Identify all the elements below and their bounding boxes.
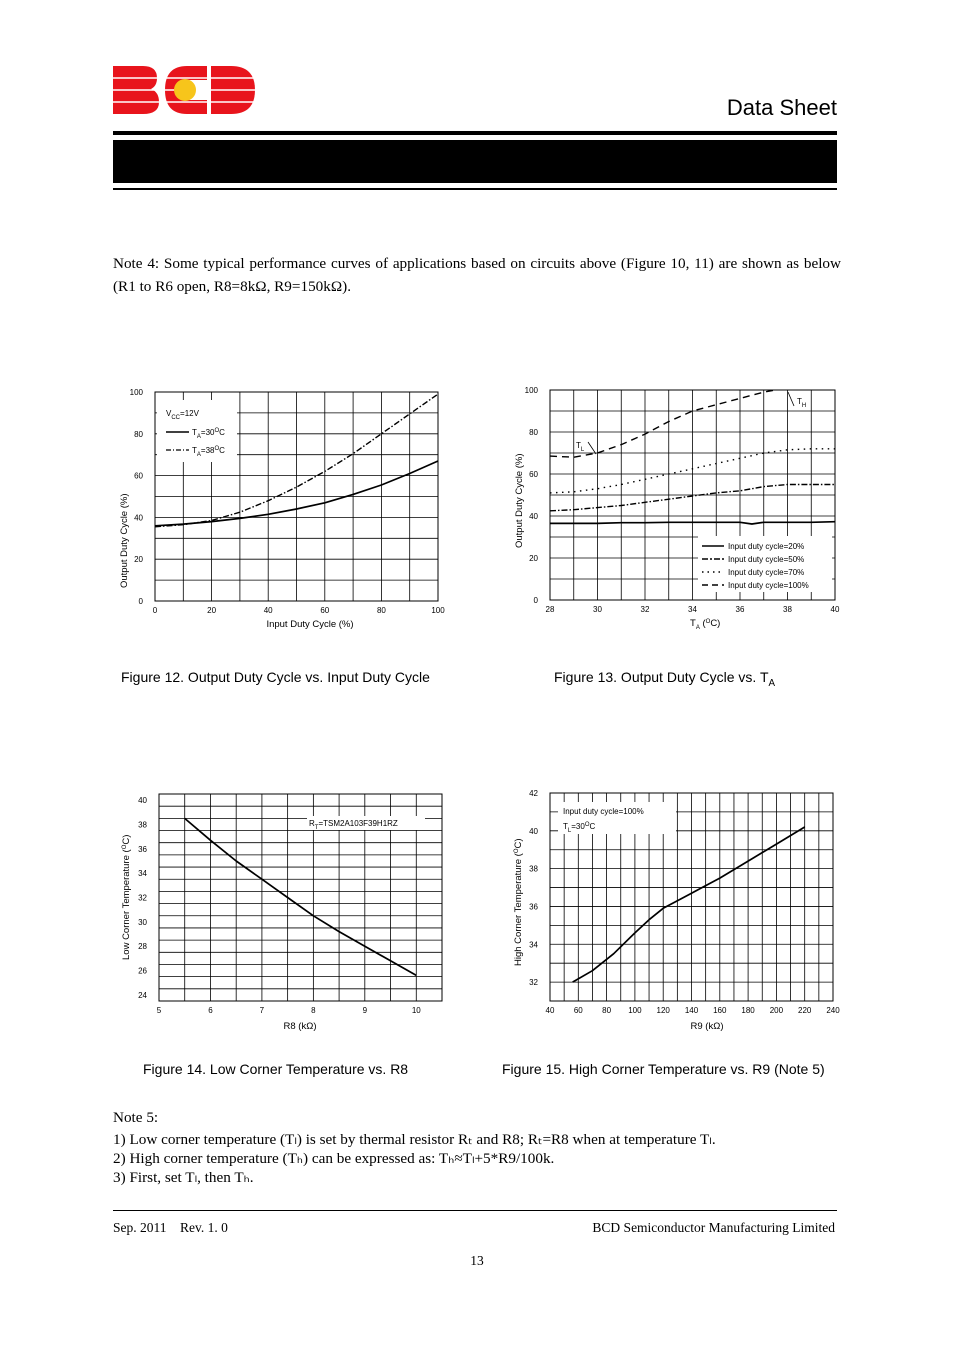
y-tick-label: 40 — [529, 512, 538, 521]
figure-13-annot-tl — [576, 441, 596, 454]
figure-13 — [510, 380, 850, 689]
y-tick-label: 100 — [524, 386, 538, 395]
figure-14 — [113, 780, 453, 1077]
y-tick-label: 0 — [138, 597, 143, 606]
footer-company: BCD Semiconductor Manufacturing Limited — [592, 1220, 835, 1235]
header-rule-lower — [113, 188, 837, 190]
y-tick-label: 26 — [138, 966, 147, 976]
figure-14-chart — [113, 780, 453, 1040]
x-tick-label: 80 — [602, 1006, 612, 1015]
y-tick-label: 32 — [529, 978, 538, 988]
y-tick-label: 0 — [533, 596, 538, 605]
figure-15 — [502, 780, 850, 1077]
x-tick-label: 0 — [152, 606, 158, 615]
figure-13-caption: Figure 13. Output Duty Cycle vs. $T_A$ — [554, 669, 776, 689]
figure-13-legend-70: Input duty cycle=70% — [728, 568, 805, 577]
figure-15-annot — [558, 802, 676, 834]
note-5-line1: 1) Low corner temperature (Tₗ) is set by thermal resistor Rₜ and R8; Rₜ=R8 when at temperature Tₗ. — [113, 1131, 716, 1148]
figure-12-chart — [113, 380, 453, 640]
figure-12-caption: Figure 12. Output Duty Cycle vs. Input Duty Cycle — [121, 669, 430, 685]
y-tick-label: 60 — [529, 470, 538, 479]
x-tick-label: 180 — [741, 1006, 755, 1015]
figure-15-caption: Figure 15. High Corner Temperature vs. R9 (Note 5) — [502, 1061, 825, 1077]
y-tick-label: 20 — [529, 554, 538, 563]
bcd-logo-graphic — [113, 66, 255, 114]
x-tick-label: 6 — [208, 1006, 213, 1015]
y-tick-label: 34 — [529, 940, 538, 950]
footer-date-rev: Sep. 2011 Rev. 1. 0 — [113, 1220, 228, 1235]
figure-13-ylabel: Output Duty Cycle (%) — [514, 453, 525, 548]
y-tick-label: 36 — [529, 902, 538, 912]
x-tick-label: 38 — [783, 605, 792, 614]
figure-15-chart — [505, 780, 850, 1040]
datasheet-title: Data Sheet — [726, 95, 837, 120]
figure-14-caption: Figure 14. Low Corner Temperature vs. R8 — [143, 1061, 409, 1077]
x-tick-label: 10 — [411, 1006, 421, 1015]
x-tick-label: 40 — [545, 1006, 555, 1015]
y-tick-label: 80 — [134, 429, 143, 439]
figure-15-ylabel: High Corner Temperature ($^O$C) — [513, 838, 524, 966]
x-tick-label: 100 — [628, 1006, 642, 1015]
header-rule — [113, 131, 837, 135]
y-tick-label: 32 — [138, 893, 147, 903]
bcd-logo — [113, 66, 255, 114]
x-tick-label: 36 — [735, 605, 745, 614]
figure-13-legend-100: Input duty cycle=100% — [728, 581, 809, 590]
note-5-line2: 2) High corner temperature (Tₕ) can be expressed as: Tₕ≈Tₗ+5*R9/100k. — [113, 1150, 555, 1167]
y-tick-label: 40 — [134, 513, 143, 523]
figure-14-xlabel: R8 (kΩ) — [283, 1021, 317, 1032]
x-tick-label: 80 — [376, 606, 386, 615]
figure-12-legend-38: $T_A=38^OC$ — [192, 446, 225, 458]
note-5 — [113, 1108, 837, 1187]
y-tick-label: 30 — [138, 917, 147, 927]
x-tick-label: 120 — [656, 1006, 670, 1015]
header-band — [113, 140, 837, 183]
figure-14-ylabel: Low Corner Temperature ($^O$C) — [121, 834, 132, 960]
y-tick-label: 34 — [138, 869, 147, 879]
y-tick-label: 42 — [529, 789, 538, 798]
series-line-0 — [185, 818, 417, 975]
y-tick-label: 80 — [529, 428, 538, 437]
x-tick-label: 34 — [688, 605, 697, 614]
y-tick-label: 24 — [138, 990, 147, 1000]
series-line-0 — [573, 827, 805, 982]
logo-yellow-dot — [174, 79, 196, 101]
figure-15-annot-line1: Input duty cycle=100% — [563, 807, 644, 816]
figure-12-legend-30: $T_A=30^OC$ — [192, 428, 225, 440]
y-tick-label: 38 — [529, 864, 538, 874]
svg-text:RT=TSM2A103F39H1RZ: $R_T=TSM2A103F39H1RZ$ — [309, 819, 398, 831]
y-tick-label: 40 — [529, 826, 538, 836]
figure-12-xlabel: Input Duty Cycle (%) — [266, 619, 354, 630]
x-tick-label: 8 — [311, 1006, 316, 1015]
y-tick-label: 38 — [138, 820, 147, 830]
figure-15-annot-line2: $T_L=30^OC$ — [563, 822, 596, 834]
y-tick-label: 28 — [138, 942, 147, 952]
figure-13-legend-20: Input duty cycle=20% — [728, 542, 805, 551]
x-tick-label: 60 — [320, 606, 330, 615]
figure-12-ylabel: Output Duty Cycle (%) — [119, 493, 130, 588]
x-tick-label: 240 — [826, 1006, 840, 1015]
x-tick-label: 5 — [156, 1006, 162, 1015]
figure-13-legend — [698, 536, 832, 592]
x-tick-label: 40 — [263, 606, 273, 615]
x-tick-label: 200 — [769, 1006, 784, 1015]
figure-12 — [113, 380, 453, 685]
note-4: Note 4: Some typical performance curves of applications based on circuits above (Figure 10, 11) are shown as below (R1 to R6 open, R8=8kΩ, R9=150kΩ). — [113, 255, 841, 295]
y-tick-label: 36 — [138, 844, 147, 854]
y-tick-label: 20 — [134, 555, 143, 565]
x-tick-label: 40 — [830, 605, 840, 614]
footer-rule — [113, 1210, 837, 1211]
page-number: 13 — [470, 1253, 484, 1268]
x-tick-label: 20 — [207, 606, 217, 615]
y-tick-label: 100 — [129, 388, 143, 397]
note-5-line3: 3) First, set Tₗ, then Tₕ. — [113, 1169, 254, 1186]
x-tick-label: 100 — [431, 606, 445, 615]
x-tick-label: 7 — [259, 1006, 265, 1015]
figure-13-legend-50: Input duty cycle=50% — [728, 555, 805, 564]
x-tick-label: 140 — [684, 1006, 699, 1015]
y-tick-label: 40 — [138, 796, 147, 806]
figure-15-xlabel: R9 (kΩ) — [690, 1021, 724, 1032]
figure-12-legend — [157, 400, 237, 462]
figure-12-legend-vcc: $V_{CC}=12V$ — [166, 409, 199, 421]
x-tick-label: 220 — [798, 1006, 812, 1015]
note-5-title: Note 5: — [113, 1109, 159, 1126]
x-tick-label: 32 — [640, 605, 650, 614]
svg-text:TH: $T_H$ — [797, 397, 807, 409]
figure-13-chart — [510, 380, 850, 640]
figure-13-xlabel: $T_A$ ($^O$C) — [690, 618, 721, 631]
x-tick-label: 60 — [573, 1006, 583, 1015]
figure-14-annot — [307, 816, 425, 831]
x-tick-label: 9 — [362, 1006, 368, 1015]
x-tick-label: 30 — [593, 605, 602, 614]
x-tick-label: 160 — [713, 1006, 727, 1015]
svg-text:TL: $T_L$ — [576, 441, 585, 453]
figure-13-annot-th — [788, 392, 806, 409]
y-tick-label: 60 — [134, 471, 143, 481]
x-tick-label: 28 — [545, 605, 555, 614]
